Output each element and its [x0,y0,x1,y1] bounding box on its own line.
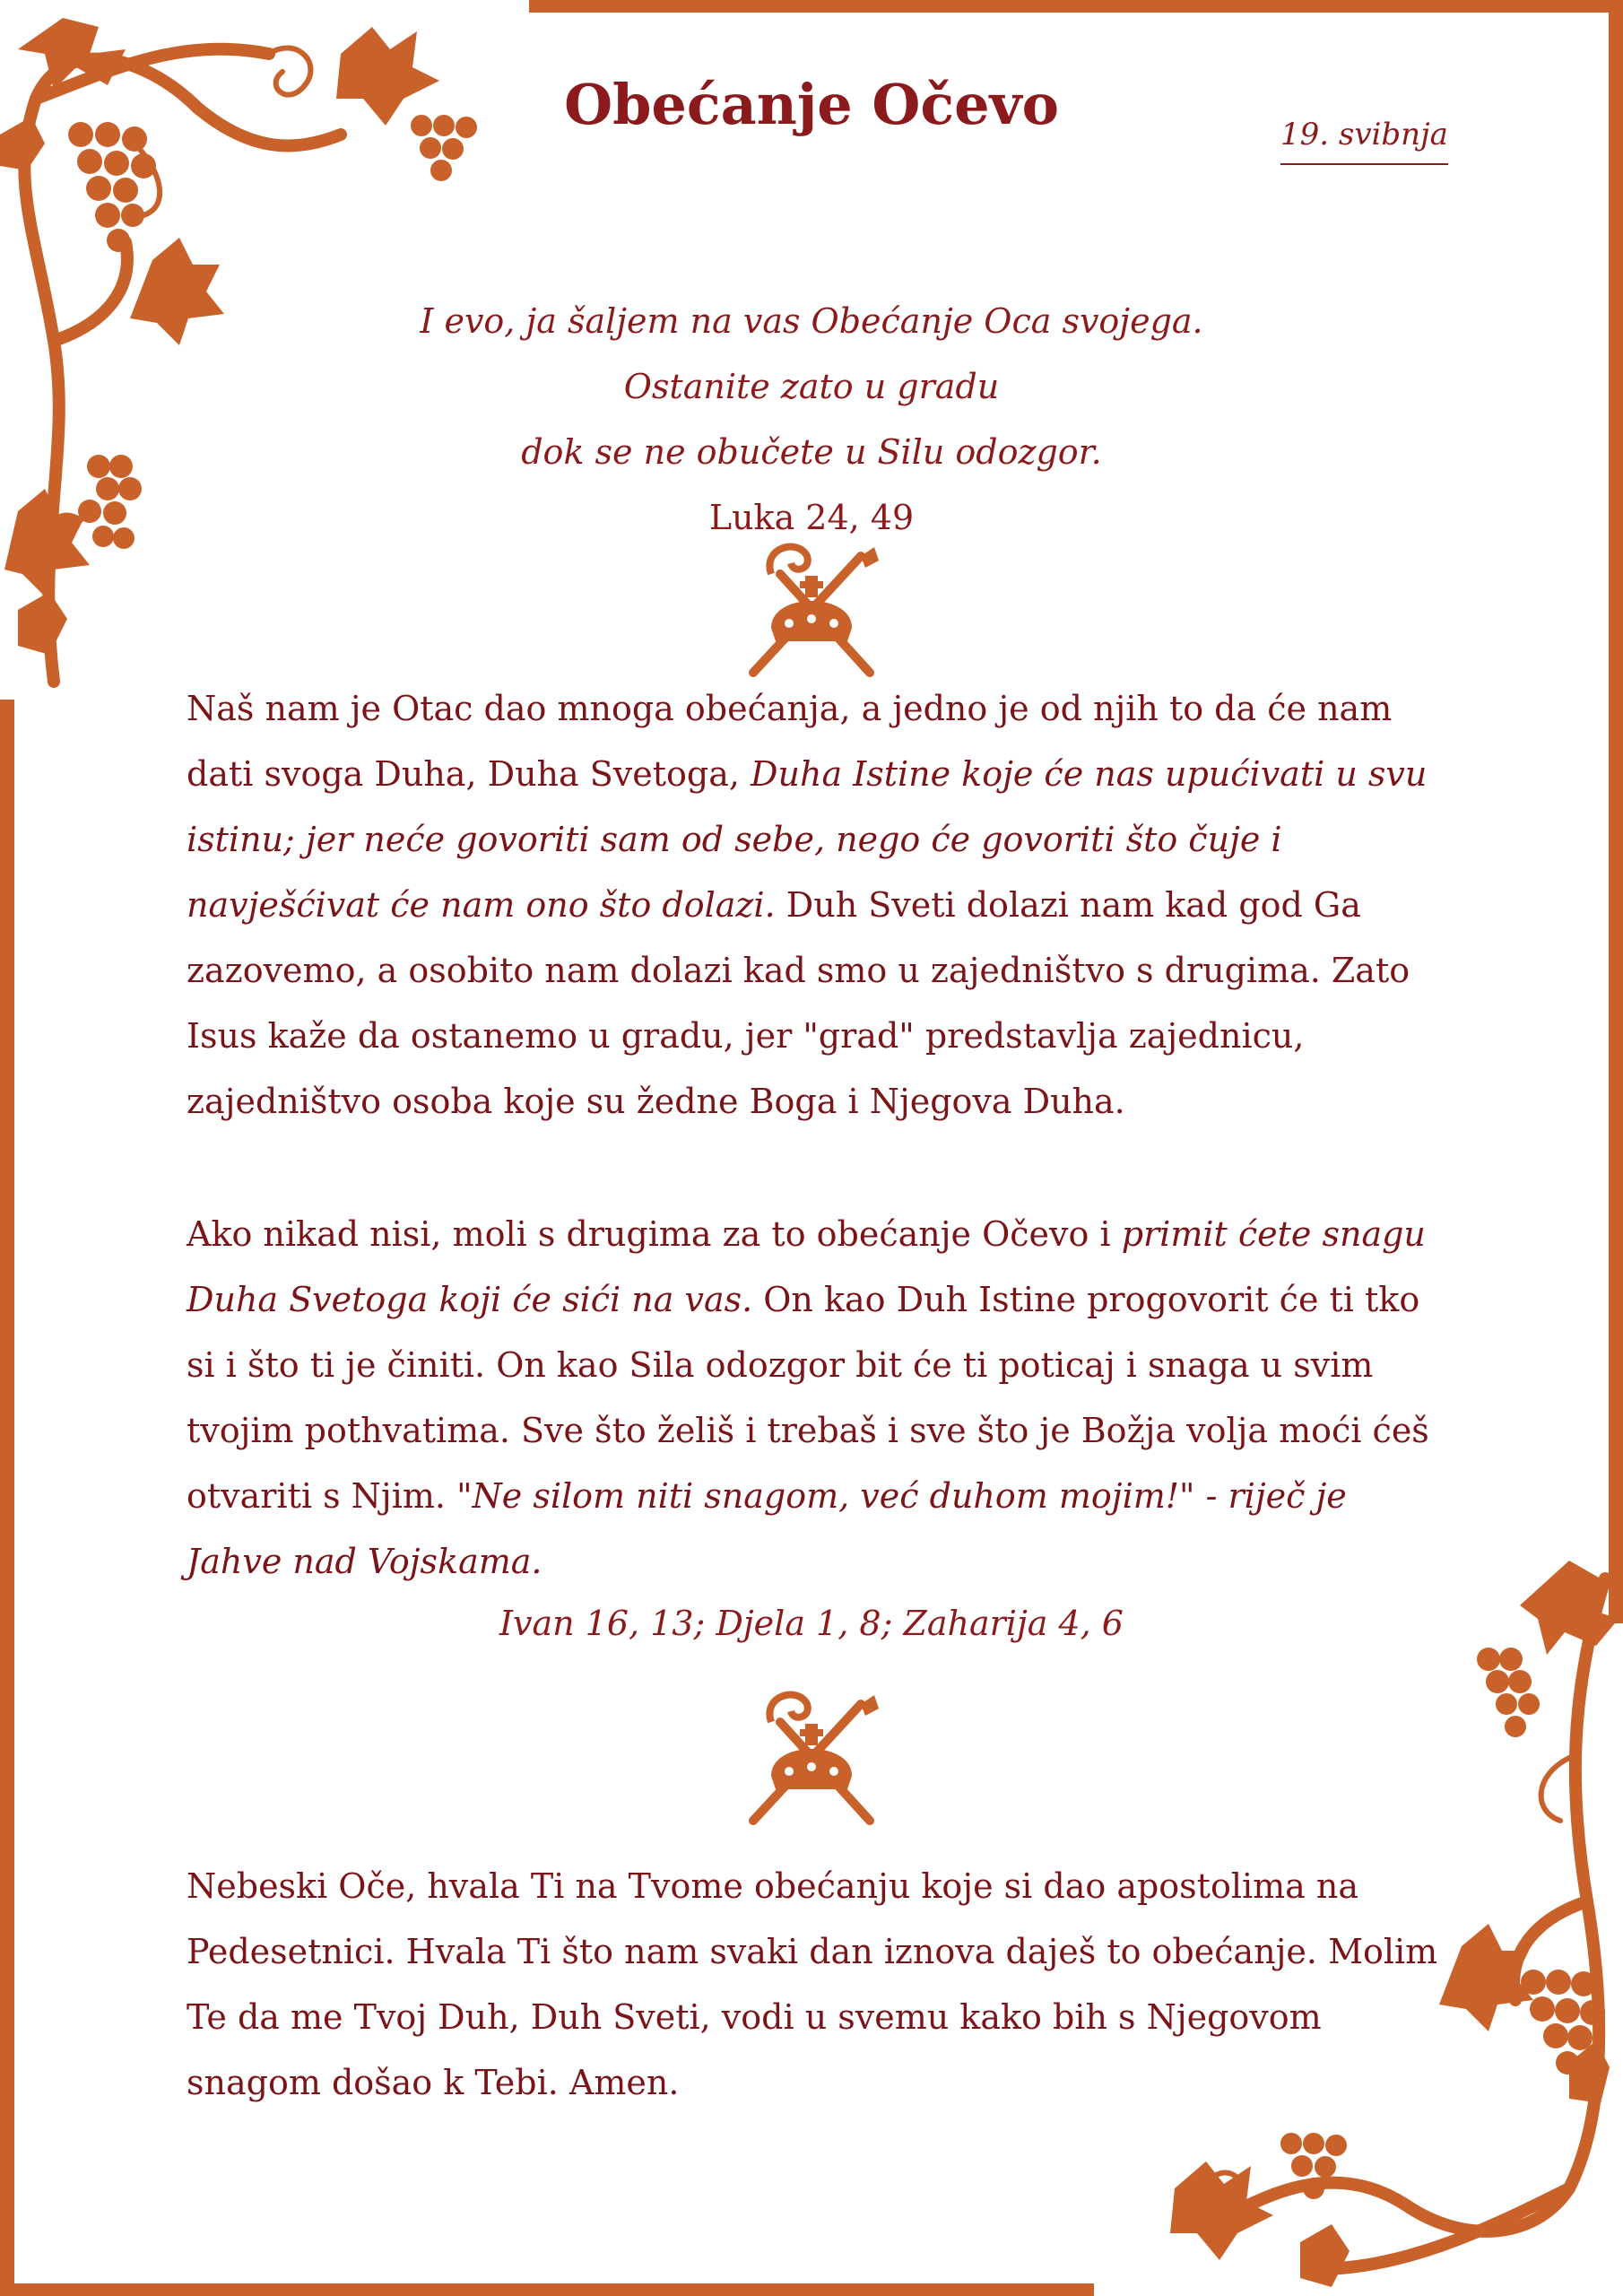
page-border-bottom [0,2283,1094,2296]
paragraph-1-quote: Duha Istine koje će nas upućivati u svu istinu; jer neće govoriti sam od sebe, nego će govoriti što čuje i navješćivat će nam ono što dolazi. [187,754,1428,925]
paragraph-1-text-a: Naš nam je Otac dao mnoga obećanja, a jedno je od njih to da će nam dati svoga Duha, Duha Svetoga, [187,689,1393,794]
paragraph-1-text-c: Duh Sveti dolazi nam kad god Ga zazovemo, a osobito nam dolazi kad smo u zajedništvo s drugima. Zato Isus kaže da ostanemo u gradu, jer "grad" predstavlja zajednicu, zajedništvo osoba koje su žedne Boga i Njegova Duha. [187,885,1410,1121]
paragraph-2-text-c: On kao Duh Istine progovorit će ti tko si i što ti je činiti. On kao Sila odozgor bit će ti poticaj i snaga u svim tvojim pothvatima. Sve što želiš i trebaš i sve što je Božja volja moći ćeš otvariti s Njim. [187,1280,1429,1516]
verse-reference: Luka 24, 49 [708,498,915,537]
page-border-top [529,0,1623,13]
paragraph-2-quote-2: "Ne silom niti snagom, već duhom mojim!" - riječ je Jahve nad Vojskama. [187,1476,1347,1581]
crown-crozier-sword-emblem [735,538,888,682]
paragraph-2-text-a: Ako nikad nisi, moli s drugima za to obećanje Očevo i [187,1214,1122,1254]
verse-line: I evo, ja šaljem na vas Obećanje Oca svojega. [420,301,1203,341]
page-title: Obećanje Očevo [564,72,1059,137]
scripture-references: Ivan 16, 13; Djela 1, 8; Zaharija 4, 6 [499,1604,1124,1643]
date-label: 19. svibnja [1280,117,1448,165]
crown-crozier-sword-emblem [735,1686,888,1830]
page-border-right [1609,0,1623,1623]
paragraph-1 [187,676,1442,1135]
paragraph-2-quote-1: primit ćete snagu Duha Svetoga koji će sići na vas. [187,1214,1426,1319]
page-border-left [0,700,14,2296]
opening-verse [0,289,1623,551]
prayer-paragraph: Nebeski Oče, hvala Ti na Tvome obećanju koje si dao apostolima na Pedesetnici. Hvala Ti što nam svaki dan iznova daješ to obećanje. Molim Te da me Tvoj Duh, Duh Sveti, vodi u svemu kako bih s Njegovom snagom došao k Tebi. Amen. [187,1866,1438,2102]
paragraph-2 [187,1202,1442,1595]
verse-line: Ostanite zato u gradu [623,367,1000,406]
verse-line: dok se ne obučete u Silu odozgor. [521,432,1102,472]
